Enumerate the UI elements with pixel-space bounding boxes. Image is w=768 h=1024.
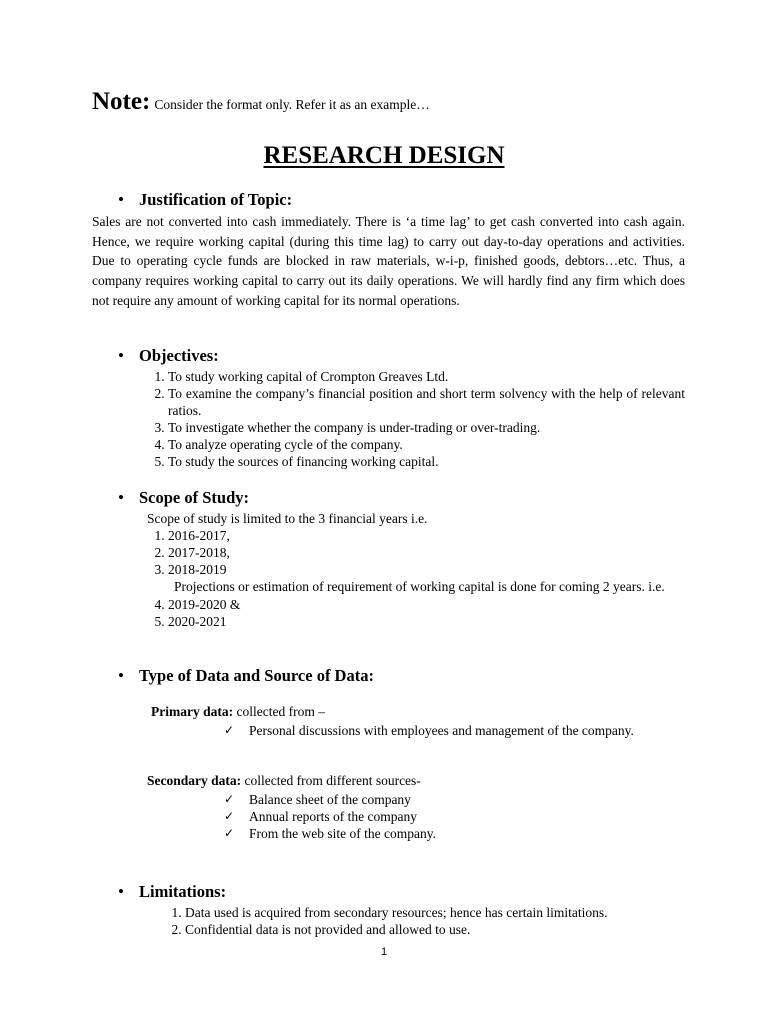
primary-data-list	[222, 722, 685, 739]
note-text: Consider the format only. Refer it as an example…	[154, 97, 430, 112]
note-line	[92, 88, 430, 116]
primary-data-label: Primary data:	[151, 704, 234, 719]
scope-intro: Scope of study is limited to the 3 financial years i.e.	[147, 511, 428, 526]
bullet-icon: •	[118, 346, 124, 365]
justification-paragraph: Sales are not converted into cash immediately. There is ‘a time lag’ to get cash converted into cash again. Hence, we require working capital (during this time lag) to carry out day-to-day operations and activities. Due to operating cycle funds are blocked in raw materials, w-i-p, finished goods, debtors…etc. Thus, a company requires working capital to carry out its daily operations. We will hardly find any firm which does not require any amount of working capital for its normal operations.	[92, 214, 685, 308]
scope-projection-years	[0, 596, 685, 630]
secondary-data-line	[147, 773, 421, 789]
list-item: 4. 2019-2020 &	[168, 596, 685, 613]
bullet-icon: •	[118, 190, 124, 209]
section-scope	[0, 486, 768, 630]
list-item: 1. 2016-2017,	[168, 527, 685, 544]
list-item: 5. 2020-2021	[168, 613, 685, 630]
list-item: ✓ From the web site of the company.	[224, 826, 436, 841]
section-heading: Limitations:	[139, 882, 227, 901]
bullet-icon: •	[118, 666, 124, 685]
secondary-data-text: collected from different sources-	[244, 773, 421, 788]
section-heading: Objectives:	[139, 346, 219, 365]
list-item: 1. Data used is acquired from secondary resources; hence has certain limitations.	[185, 904, 685, 921]
scope-years-list	[0, 527, 685, 578]
section-data-type	[0, 664, 768, 854]
list-item: 3. 2018-2019	[168, 561, 685, 578]
section-objectives	[0, 344, 768, 470]
list-item: 2. To examine the company’s financial position and short term solvency with the help of relevant ratios.	[168, 385, 685, 419]
page-title: RESEARCH DESIGN	[263, 142, 505, 169]
checkmark-icon: ✓	[224, 809, 235, 823]
bullet-icon: •	[118, 882, 124, 901]
list-item: ✓ Balance sheet of the company	[224, 792, 411, 807]
section-heading: Scope of Study:	[139, 488, 250, 507]
page-number: 1	[380, 946, 388, 958]
note-label: Note:	[92, 88, 151, 115]
secondary-data-list	[222, 791, 685, 842]
primary-data-line	[151, 704, 325, 720]
checkmark-icon: ✓	[224, 723, 235, 737]
scope-projection: Projections or estimation of requirement of working capital is done for coming 2 years. i.e.	[174, 579, 665, 594]
list-item: 2. Confidential data is not provided and allowed to use.	[185, 921, 685, 938]
checkmark-icon: ✓	[224, 792, 235, 806]
checkmark-icon: ✓	[224, 826, 235, 840]
section-heading: Type of Data and Source of Data:	[139, 666, 374, 685]
list-item: 2. 2017-2018,	[168, 544, 685, 561]
secondary-data-label: Secondary data:	[147, 773, 242, 788]
objectives-list	[0, 368, 685, 470]
limitations-list	[0, 904, 685, 938]
section-justification	[0, 188, 768, 311]
list-item: 4. To analyze operating cycle of the company.	[168, 436, 685, 453]
primary-data-text: collected from –	[236, 704, 325, 719]
list-item: 3. To investigate whether the company is under-trading or over-trading.	[168, 419, 685, 436]
list-item: 1. To study working capital of Crompton Greaves Ltd.	[168, 368, 685, 385]
list-item: 5. To study the sources of financing working capital.	[168, 453, 685, 470]
section-heading: Justification of Topic:	[139, 190, 293, 209]
list-item: ✓ Annual reports of the company	[224, 809, 417, 824]
bullet-icon: •	[118, 488, 124, 507]
list-item: ✓ Personal discussions with employees and management of the company.	[224, 723, 634, 738]
section-limitations	[0, 880, 768, 938]
